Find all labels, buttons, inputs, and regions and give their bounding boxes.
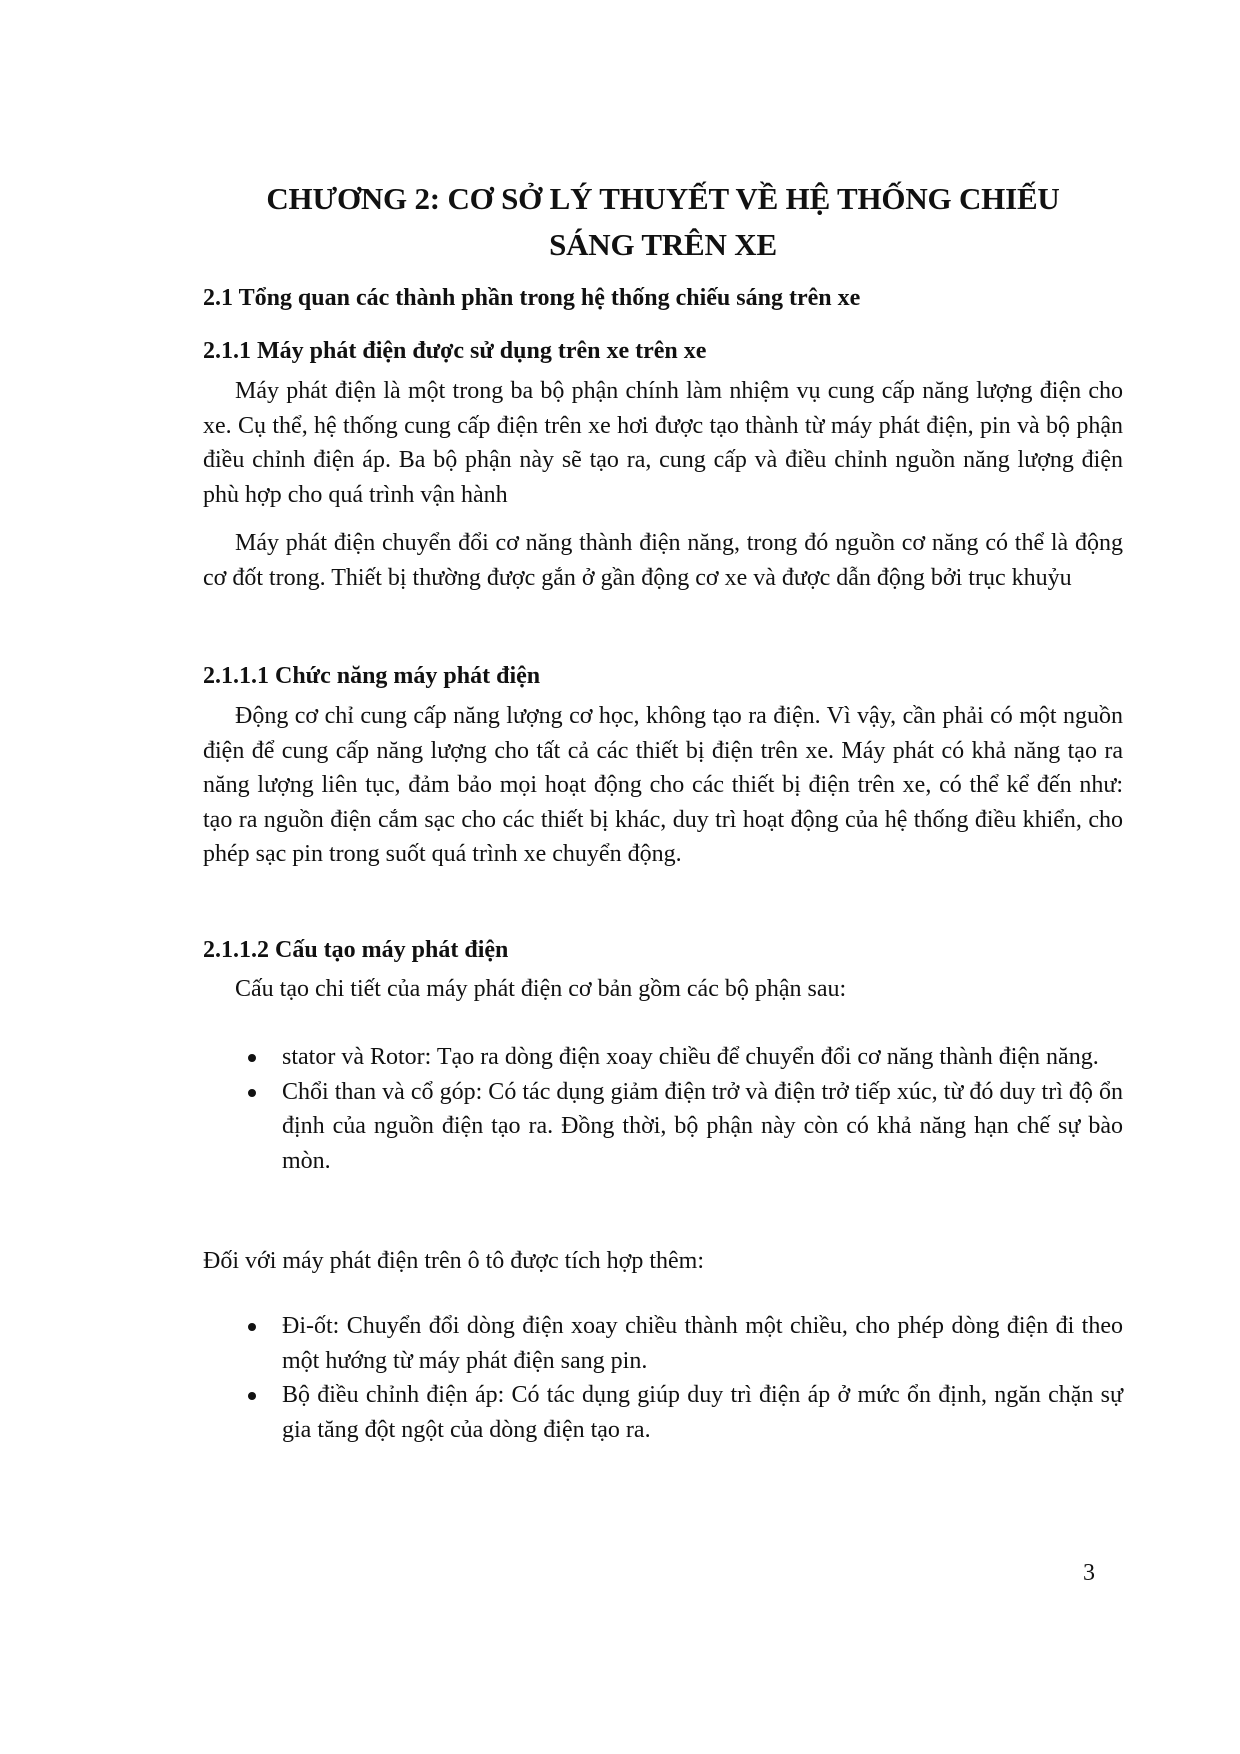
bullet-icon — [248, 1392, 256, 1400]
paragraph-generator-function: Động cơ chỉ cung cấp năng lượng cơ học, không tạo ra điện. Vì vậy, cần phải có một nguồn điện để cung cấp năng lượng cho tất cả các thiết bị điện trên xe. Máy phát có khả năng tạo ra năng lượng liên tục, đảm bảo mọi hoạt động cho các thiết bị điện trên xe, có thể kể đến như: tạo ra nguồn điện cắm sạc cho các thiết bị khác, duy trì hoạt động của hệ thống điều khiển, cho phép sạc pin trong suốt quá trình xe chuyển động. — [203, 703, 1123, 867]
list-item — [203, 1309, 1123, 1378]
list-item-text: Bộ điều chỉnh điện áp: Có tác dụng giúp duy trì điện áp ở mức ổn định, ngăn chặn sự gia tăng đột ngột của dòng điện tạo ra. — [282, 1382, 1123, 1443]
list-item-text: stator và Rotor: Tạo ra dòng điện xoay chiều để chuyển đổi cơ năng thành điện năng. — [282, 1044, 1099, 1070]
page-number: 3 — [1083, 1560, 1095, 1586]
list-item — [203, 1378, 1123, 1447]
paragraph-generator-conversion: Máy phát điện chuyển đổi cơ năng thành điện năng, trong đó nguồn cơ năng có thể là động cơ đốt trong. Thiết bị thường được gắn ở gần động cơ xe và được dẫn động bởi trục khuỷu — [203, 530, 1123, 591]
bullet-icon — [248, 1089, 256, 1097]
paragraph-car-generator-intro: Đối với máy phát điện trên ô tô được tích hợp thêm: — [203, 1248, 704, 1274]
bullet-icon — [248, 1323, 256, 1331]
paragraph-generator-overview: Máy phát điện là một trong ba bộ phận chính làm nhiệm vụ cung cấp năng lượng điện cho xe. Cụ thể, hệ thống cung cấp điện trên xe hơi được tạo thành từ máy phát điện, pin và bộ phận điều chỉnh điện áp. Ba bộ phận này sẽ tạo ra, cung cấp và điều chỉnh nguồn năng lượng điện phù hợp cho quá trình vận hành — [203, 378, 1123, 508]
list-item-text: Chổi than và cổ góp: Có tác dụng giảm điện trở và điện trở tiếp xúc, từ đó duy trì độ ổn định của nguồn điện tạo ra. Đồng thời, bộ phận này còn có khả năng hạn chế sự bào mòn. — [282, 1078, 1123, 1174]
list-item — [203, 1075, 1123, 1179]
car-bullet-list — [203, 1309, 1123, 1447]
paragraph-structure-intro: Cấu tạo chi tiết của máy phát điện cơ bản gồm các bộ phận sau: — [235, 976, 847, 1002]
list-item — [203, 1040, 1123, 1075]
chapter-title-line-2: SÁNG TRÊN XE — [549, 227, 777, 262]
section-heading-2-1: 2.1 Tổng quan các thành phần trong hệ thống chiếu sáng trên xe — [203, 285, 861, 311]
section-heading-2-1-1: 2.1.1 Máy phát điện được sử dụng trên xe trên xe — [203, 338, 707, 364]
chapter-title-line-1: CHƯƠNG 2: CƠ SỞ LÝ THUYẾT VỀ HỆ THỐNG CHIẾU — [266, 181, 1060, 216]
list-item-text: Đi-ốt: Chuyển đổi dòng điện xoay chiều thành một chiều, cho phép dòng điện đi theo một hướng từ máy phát điện sang pin. — [282, 1313, 1123, 1374]
structure-bullet-list — [203, 1040, 1123, 1178]
section-heading-2-1-1-1: 2.1.1.1 Chức năng máy phát điện — [203, 663, 541, 689]
bullet-icon — [248, 1054, 256, 1062]
chapter-title — [203, 176, 1123, 268]
section-heading-2-1-1-2: 2.1.1.2 Cấu tạo máy phát điện — [203, 937, 509, 963]
